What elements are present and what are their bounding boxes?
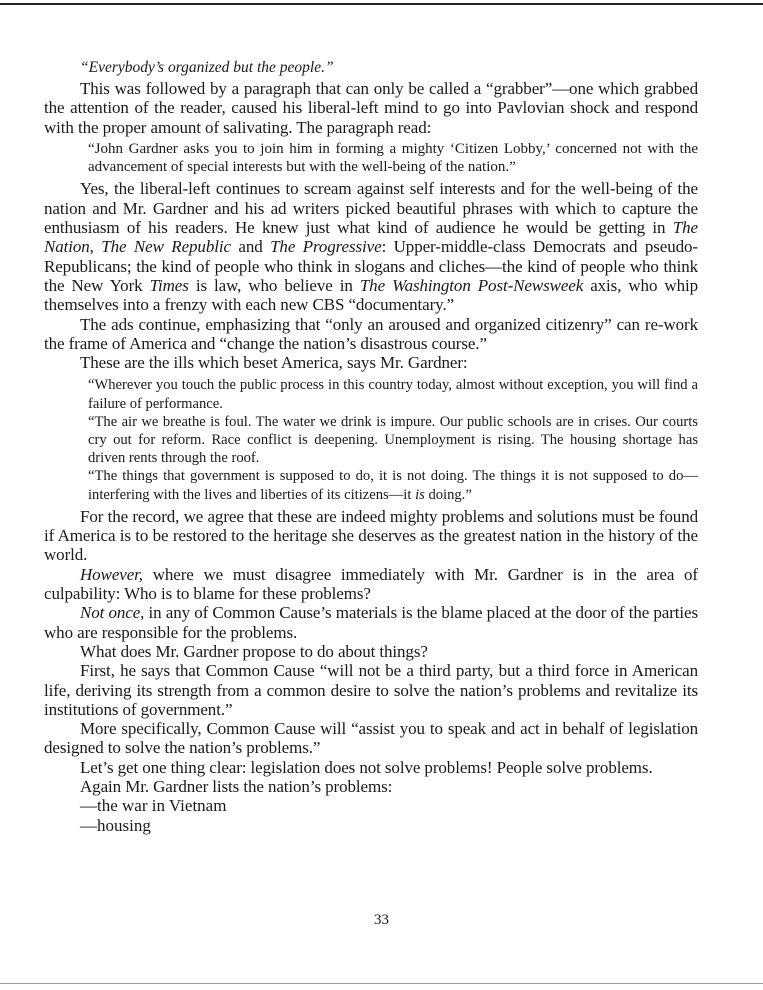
paragraph [44,179,698,314]
publication-title: The Washington Post-Newsweek [359,275,584,295]
paragraph: Again Mr. Gardner lists the nation’s problems: [80,777,393,797]
publication-title: The Progressive [270,237,382,257]
epigraph: “Everybody’s organized but the people.” [80,59,334,76]
text: : Upper-middle-class Democrats and pseudo-Republicans; the kind of people who think in slogans and cliches—the kind of people who think the New York [44,237,698,295]
paragraph: These are the ills which beset America, says Mr. Gardner: [80,353,468,373]
publication-title: The Nation, The New Republic [44,218,698,257]
page-number: 33 [374,912,389,928]
list-item: —the war in Vietnam [80,796,227,816]
quote-paragraph: “Wherever you touch the public process in this country today, almost without exception, you will find a failure of performance. [88,377,698,412]
text: and [230,237,271,257]
quote-paragraph [44,467,698,503]
paragraph [44,565,698,604]
paragraph: What does Mr. Gardner propose to do about things? [80,641,428,661]
paragraph: This was followed by a paragraph that can only be called a “grabber”—one which grabbed the attention of the reader, caused his liberal-left mind to go into Pavlovian shock and respond with the proper amount of salivating. The paragraph read: [44,79,698,137]
bottom-rule [0,983,763,984]
text: where we must disagree immediately with Mr. Gardner is in the area of culpability: Who is to blame for these problems? [44,564,698,604]
text: Yes, the liberal-left continues to scream against self interests and for the well-being of the nation and Mr. Gardner and his ad writers picked beautiful phrases with which to capture the enthusiasm of his readers. He knew just what kind of audience he would be getting in [44,179,698,238]
emphasis: Not once, [80,603,145,623]
paragraph: More specifically, Common Cause will “assist you to speak and act in behalf of legislation designed to solve the nation’s problems.” [44,719,698,758]
paragraph [44,603,698,642]
text: doing.” [424,486,472,503]
text: is law, who believe in [188,275,360,295]
text: “The things that government is supposed to do, it is not doing. The things it is not supposed to do—interfering with the lives and liberties of its citizens—it [88,468,698,503]
page-body [44,58,698,835]
top-rule [0,3,763,5]
text: in any of Common Cause’s materials is the blame placed at the door of the parties who are responsible for the problems. [44,603,698,642]
paragraph: First, he says that Common Cause “will not be a third party, but a third force in American life, deriving its strength from a common desire to solve the nation’s problems and revitalize its institutions of government.” [44,661,698,719]
emphasis: However, [80,564,143,584]
paragraph: Let’s get one thing clear: legislation does not solve problems! People solve problems. [80,757,653,777]
quote-paragraph: “The air we breathe is foul. The water we drink is impure. Our public schools are in crises. Our courts cry out for reform. Race conflict is deepening. Unemployment is rising. The housing shortage has driven rents through the roof. [88,413,698,467]
block-quote: “John Gardner asks you to join him in forming a mighty ‘Citizen Lobby,’ concerned not with the advancement of special interests but with the well-being of the nation.” [88,140,698,176]
block-quote [44,376,698,503]
text: axis, who whip themselves into a frenzy with each new CBS “documentary.” [44,275,698,315]
paragraph: For the record, we agree that these are indeed mighty problems and solutions must be found if America is to be restored to the heritage she deserves as the greatest nation in the history of the world. [44,506,698,565]
emphasis: is [415,486,425,503]
list-item: —housing [80,815,151,835]
publication-title: Times [149,275,189,295]
paragraph: The ads continue, emphasizing that “only an aroused and organized citizenry” can re-work the frame of America and “change the nation’s disastrous course.” [44,314,698,353]
